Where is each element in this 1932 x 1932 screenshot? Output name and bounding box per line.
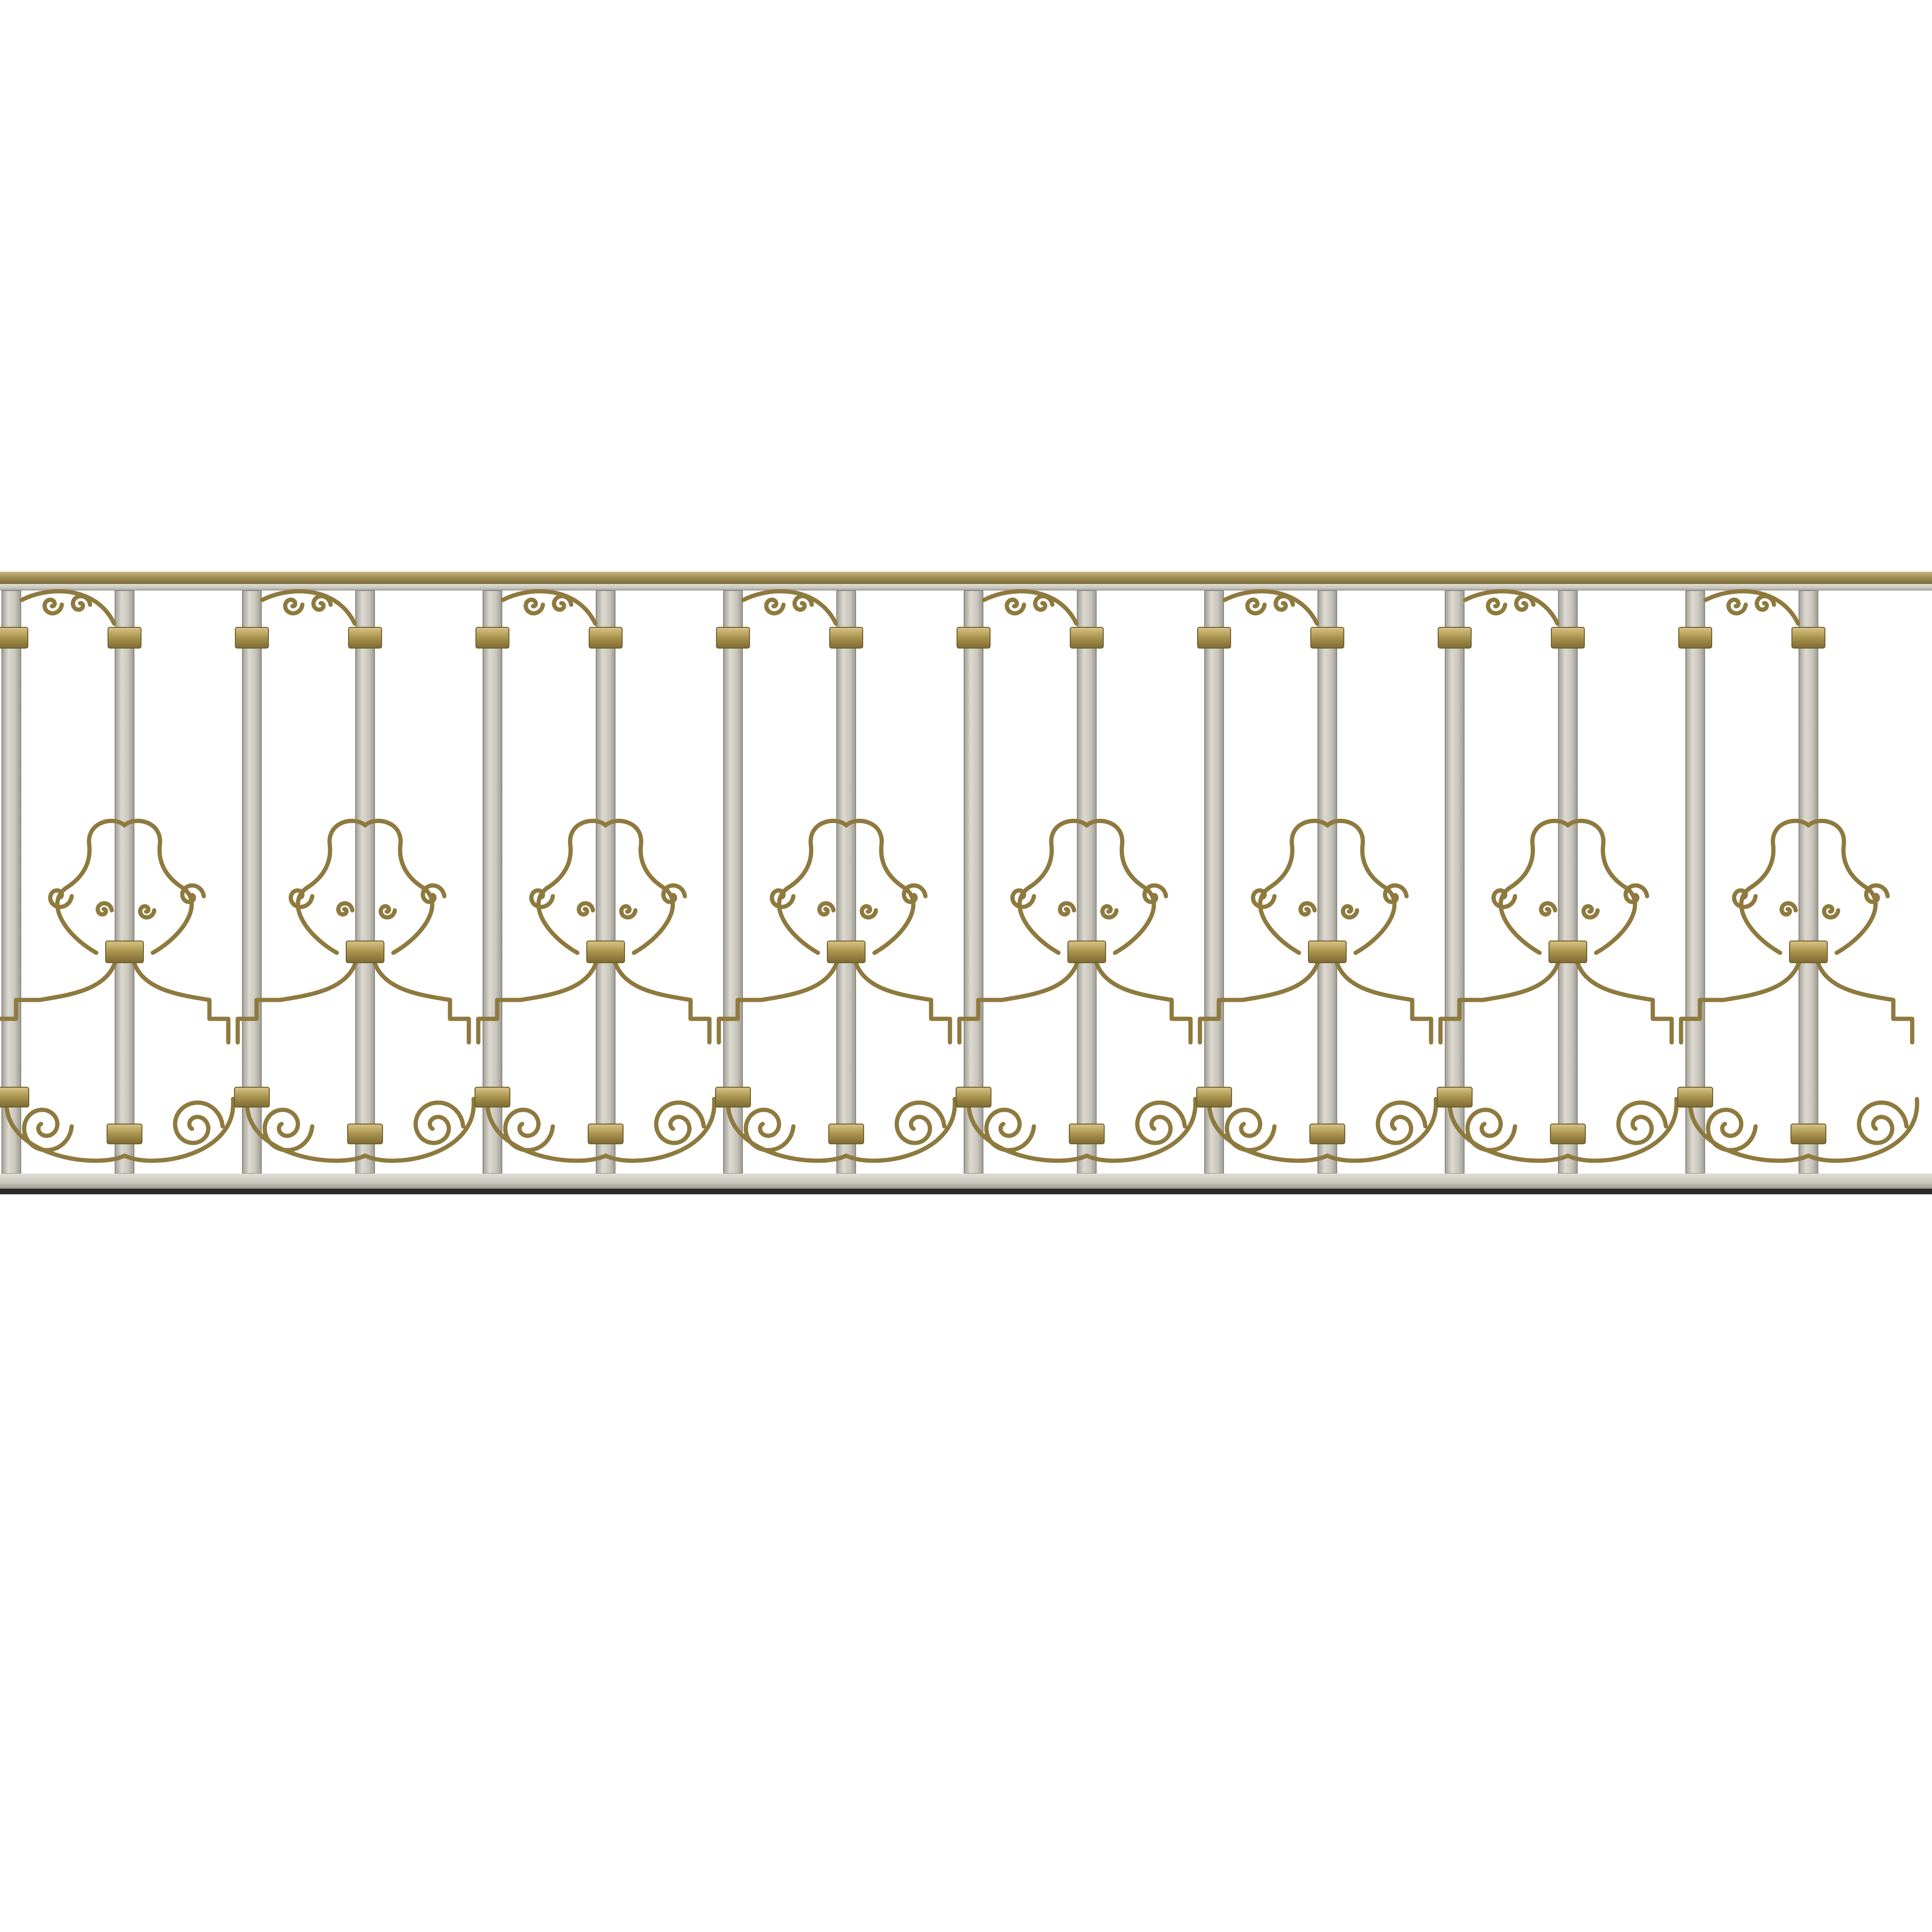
top-curl-right bbox=[73, 596, 90, 610]
bottom-spiral-right bbox=[175, 1103, 223, 1143]
outer-baluster bbox=[1205, 591, 1224, 1174]
top-arch-scroll bbox=[503, 591, 595, 624]
collar bbox=[0, 1087, 29, 1107]
outer-baluster bbox=[242, 591, 261, 1174]
bottom-rail-shadow bbox=[0, 1189, 1932, 1194]
top-arch-scroll bbox=[984, 591, 1076, 624]
collar bbox=[0, 627, 28, 648]
top-curl-right bbox=[1035, 596, 1052, 610]
collar bbox=[349, 627, 382, 648]
collar bbox=[106, 941, 143, 963]
fleur-curl-right bbox=[423, 885, 445, 902]
central-baluster bbox=[1799, 591, 1818, 1174]
fleur-inner-curl-left bbox=[338, 903, 352, 915]
stepped-leg-right bbox=[134, 962, 228, 1042]
collar bbox=[827, 941, 865, 963]
fleur-curl-right bbox=[664, 885, 685, 902]
bottom-spiral-left bbox=[746, 1110, 793, 1150]
fleur-inner-curl-left bbox=[1300, 903, 1315, 915]
fleur-curl-right bbox=[183, 885, 204, 902]
collar bbox=[716, 1087, 750, 1107]
fleur-inner-curl-right bbox=[1343, 906, 1357, 917]
fleur-inner-curl-left bbox=[1782, 903, 1796, 915]
fleur-curl-right bbox=[1626, 885, 1648, 902]
top-arch-scroll bbox=[1465, 591, 1557, 624]
collar bbox=[475, 1087, 510, 1107]
top-curl-right bbox=[1757, 596, 1774, 610]
fleur-inner-curl-right bbox=[1824, 906, 1838, 917]
central-baluster bbox=[1318, 591, 1337, 1174]
collar bbox=[234, 1087, 269, 1107]
central-baluster bbox=[596, 591, 615, 1174]
stepped-leg-right bbox=[1818, 962, 1912, 1042]
collar bbox=[1070, 627, 1103, 648]
bottom-spiral-left bbox=[1227, 1110, 1274, 1150]
railing-panel bbox=[1197, 591, 1436, 1174]
fleur-curl-left bbox=[1253, 891, 1275, 907]
fleur-curl-right bbox=[1866, 885, 1888, 902]
central-baluster bbox=[356, 591, 375, 1174]
railing-panels bbox=[0, 591, 1917, 1174]
railing-panel bbox=[716, 591, 955, 1174]
collar bbox=[957, 627, 990, 648]
railing-panel bbox=[475, 591, 714, 1174]
collar bbox=[956, 1087, 991, 1107]
stepped-leg-right bbox=[1096, 962, 1191, 1042]
bottom-spiral-left bbox=[1708, 1110, 1756, 1150]
bottom-rail bbox=[0, 1174, 1932, 1189]
fleur-inner-curl-left bbox=[579, 903, 593, 915]
collar bbox=[346, 941, 384, 963]
collar bbox=[1679, 627, 1712, 648]
fleur-inner-curl-right bbox=[1583, 906, 1598, 917]
outer-baluster bbox=[1445, 591, 1464, 1174]
top-arch-scroll bbox=[262, 591, 355, 624]
top-curl-left bbox=[1488, 600, 1505, 613]
collar bbox=[1310, 1124, 1345, 1144]
outer-baluster bbox=[1686, 591, 1705, 1174]
fleur-curl-left bbox=[1734, 891, 1756, 907]
fleur-curl-left bbox=[291, 891, 313, 907]
stepped-leg-right bbox=[375, 962, 469, 1042]
collar bbox=[1551, 627, 1584, 648]
collar bbox=[107, 1124, 142, 1144]
collar bbox=[235, 627, 268, 648]
bottom-spiral-left bbox=[505, 1110, 553, 1150]
fleur-inner-curl-right bbox=[862, 906, 876, 917]
collar bbox=[1791, 1124, 1826, 1144]
stepped-leg-right bbox=[1577, 962, 1672, 1042]
top-curl-left bbox=[285, 600, 302, 613]
collar bbox=[1068, 941, 1106, 963]
collar bbox=[1790, 941, 1827, 963]
collar bbox=[829, 1124, 864, 1144]
bottom-spiral-right bbox=[897, 1103, 944, 1143]
outer-baluster bbox=[483, 591, 502, 1174]
bottom-spiral-left bbox=[24, 1110, 72, 1150]
collar bbox=[1198, 627, 1231, 648]
top-curl-left bbox=[45, 600, 62, 613]
collar bbox=[830, 627, 863, 648]
collar bbox=[1438, 627, 1471, 648]
top-arch-scroll bbox=[1706, 591, 1798, 624]
central-baluster bbox=[1077, 591, 1096, 1174]
bottom-spiral-right bbox=[416, 1103, 463, 1143]
stepped-leg-right bbox=[615, 962, 709, 1042]
outer-baluster bbox=[724, 591, 742, 1174]
central-baluster bbox=[837, 591, 856, 1174]
top-curl-left bbox=[1248, 600, 1265, 613]
collar bbox=[1437, 1087, 1472, 1107]
top-curl-left bbox=[1729, 600, 1746, 613]
railing-panel bbox=[0, 591, 233, 1174]
collar bbox=[1197, 1087, 1232, 1107]
outer-baluster bbox=[964, 591, 983, 1174]
top-rail bbox=[0, 584, 1932, 591]
collar bbox=[587, 941, 625, 963]
top-arch-scroll bbox=[22, 591, 114, 624]
outer-baluster bbox=[2, 591, 21, 1174]
collar bbox=[716, 627, 749, 648]
collar bbox=[1069, 1124, 1104, 1144]
central-baluster bbox=[1558, 591, 1577, 1174]
top-curl-right bbox=[795, 596, 812, 610]
bottom-spiral-right bbox=[1137, 1103, 1185, 1143]
fleur-inner-curl-right bbox=[1102, 906, 1116, 917]
fleur-inner-curl-right bbox=[381, 906, 395, 917]
top-curl-left bbox=[766, 600, 783, 613]
fleur-curl-left bbox=[532, 891, 553, 907]
bottom-spiral-left bbox=[265, 1110, 312, 1150]
fleur-curl-left bbox=[1494, 891, 1516, 907]
fleur-curl-right bbox=[904, 885, 926, 902]
top-curl-right bbox=[1276, 596, 1293, 610]
top-arch-scroll bbox=[743, 591, 836, 624]
collar bbox=[588, 1124, 623, 1144]
stepped-leg-right bbox=[1337, 962, 1431, 1042]
top-curl-left bbox=[1007, 600, 1024, 613]
collar bbox=[348, 1124, 383, 1144]
fleur-inner-curl-right bbox=[621, 906, 635, 917]
fleur-curl-left bbox=[772, 891, 794, 907]
collar bbox=[1550, 1124, 1585, 1144]
fleur-inner-curl-left bbox=[1060, 903, 1074, 915]
collar bbox=[1311, 627, 1344, 648]
fleur-curl-left bbox=[50, 891, 72, 907]
fleur-inner-curl-right bbox=[140, 906, 154, 917]
collar bbox=[1792, 627, 1825, 648]
fleur-curl-left bbox=[1013, 891, 1034, 907]
bottom-spiral-right bbox=[1859, 1103, 1907, 1143]
fleur-inner-curl-left bbox=[819, 903, 833, 915]
fleur-curl-right bbox=[1385, 885, 1407, 902]
collar bbox=[476, 627, 509, 648]
fleur-inner-curl-left bbox=[1541, 903, 1555, 915]
top-arch-scroll bbox=[1224, 591, 1317, 624]
collar bbox=[1549, 941, 1587, 963]
fleur-inner-curl-left bbox=[98, 903, 112, 915]
central-baluster bbox=[115, 591, 134, 1174]
collar bbox=[1678, 1087, 1713, 1107]
bottom-spiral-right bbox=[1378, 1103, 1425, 1143]
bottom-spiral-right bbox=[1618, 1103, 1666, 1143]
top-curl-right bbox=[314, 596, 331, 610]
railing-panel bbox=[1437, 591, 1676, 1174]
railing-panel bbox=[956, 591, 1195, 1174]
bottom-spiral-right bbox=[656, 1103, 704, 1143]
collar bbox=[589, 627, 622, 648]
collar bbox=[108, 627, 141, 648]
collar bbox=[1308, 941, 1346, 963]
railing-panel bbox=[234, 591, 474, 1174]
top-curl-right bbox=[1516, 596, 1533, 610]
top-curl-left bbox=[526, 600, 543, 613]
top-handrail bbox=[0, 572, 1932, 584]
railing-panel bbox=[1678, 591, 1917, 1174]
fleur-curl-right bbox=[1145, 885, 1166, 902]
top-curl-right bbox=[554, 596, 571, 610]
bottom-spiral-left bbox=[1467, 1110, 1515, 1150]
bottom-spiral-left bbox=[986, 1110, 1034, 1150]
stepped-leg-right bbox=[856, 962, 950, 1042]
